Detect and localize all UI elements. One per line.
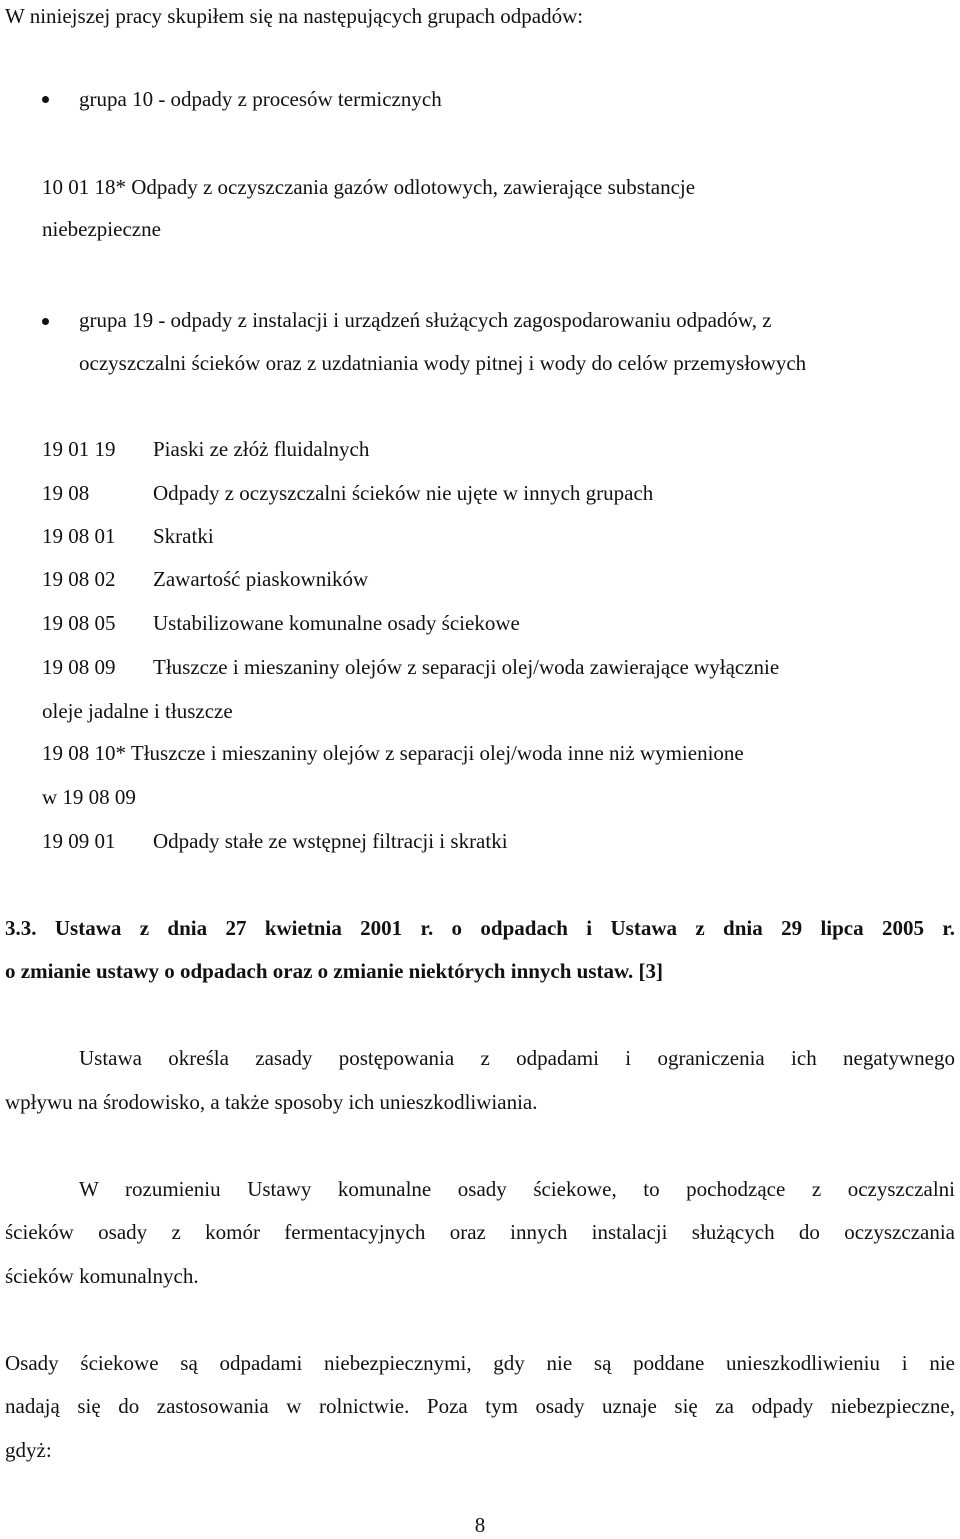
section-heading-line1: 3.3. Ustawa z dnia 27 kwietnia 2001 r. o odpadach i Ustawa z dnia 29 lipca 2005 r. <box>5 916 955 940</box>
group10-item-line1: 10 01 18* Odpady z oczyszczania gazów odlotowych, zawierające substancje <box>42 175 696 199</box>
paragraph-line: Ustawa określa zasady postępowania z odpadami i ograniczenia ich negatywnego <box>79 1046 955 1070</box>
paragraph-line: wpływu na środowisko, a także sposoby ich unieszkodliwiania. <box>5 1090 538 1114</box>
page-number: 8 <box>474 1513 486 1537</box>
waste-description: Zawartość piaskowników <box>153 567 369 591</box>
waste-code: 19 01 19 <box>42 437 116 461</box>
group19-title-line1: grupa 19 - odpady z instalacji i urządzeń służących zagospodarowaniu odpadów, z <box>79 308 772 332</box>
waste-code: 19 09 01 <box>42 829 116 853</box>
waste-code-1908-10-line1: 19 08 10* Tłuszcze i mieszaniny olejów z separacji olej/woda inne niż wymienione <box>42 741 744 765</box>
group10-item-line2: niebezpieczne <box>42 217 161 241</box>
waste-code: 19 08 <box>42 481 90 505</box>
paragraph-line: ścieków komunalnych. <box>5 1264 199 1288</box>
waste-description-continued: oleje jadalne i tłuszcze <box>42 699 233 723</box>
intro-text: W niniejszej pracy skupiłem się na następujących grupach odpadów: <box>5 4 584 28</box>
bullet-icon <box>42 96 49 103</box>
waste-code: 19 08 09 <box>42 655 116 679</box>
waste-code: 19 08 02 <box>42 567 116 591</box>
waste-code: 19 08 01 <box>42 524 116 548</box>
paragraph-line: Osady ściekowe są odpadami niebezpiecznymi, gdy nie są poddane unieszkodliwieniu i nie <box>5 1351 955 1375</box>
group10-title: grupa 10 - odpady z procesów termicznych <box>79 87 442 111</box>
paragraph-line: gdyż: <box>5 1438 52 1462</box>
waste-description: Ustabilizowane komunalne osady ściekowe <box>153 611 520 635</box>
group19-title-line2: oczyszczalni ścieków oraz z uzdatniania wody pitnej i wody do celów przemysłowych <box>79 351 807 375</box>
waste-description: Skratki <box>153 524 214 548</box>
paragraph-line: ścieków osady z komór fermentacyjnych oraz innych instalacji służących do oczyszczania <box>5 1220 955 1244</box>
waste-code-1908-10-line2: w 19 08 09 <box>42 785 136 809</box>
waste-description: Odpady stałe ze wstępnej filtracji i skratki <box>153 829 508 853</box>
waste-description: Tłuszcze i mieszaniny olejów z separacji olej/woda zawierające wyłącznie <box>153 655 780 679</box>
waste-description: Piaski ze złóż fluidalnych <box>153 437 370 461</box>
paragraph-line: nadają się do zastosowania w rolnictwie. Poza tym osady uznaje się za odpady niebezpieczne, <box>5 1394 955 1418</box>
paragraph-line: W rozumieniu Ustawy komunalne osady ściekowe, to pochodzące z oczyszczalni <box>79 1177 955 1201</box>
section-heading-line2: o zmianie ustawy o odpadach oraz o zmianie niektórych innych ustaw. [3] <box>5 959 664 983</box>
bullet-icon <box>42 318 49 325</box>
waste-code: 19 08 05 <box>42 611 116 635</box>
waste-description: Odpady z oczyszczalni ścieków nie ujęte w innych grupach <box>153 481 654 505</box>
